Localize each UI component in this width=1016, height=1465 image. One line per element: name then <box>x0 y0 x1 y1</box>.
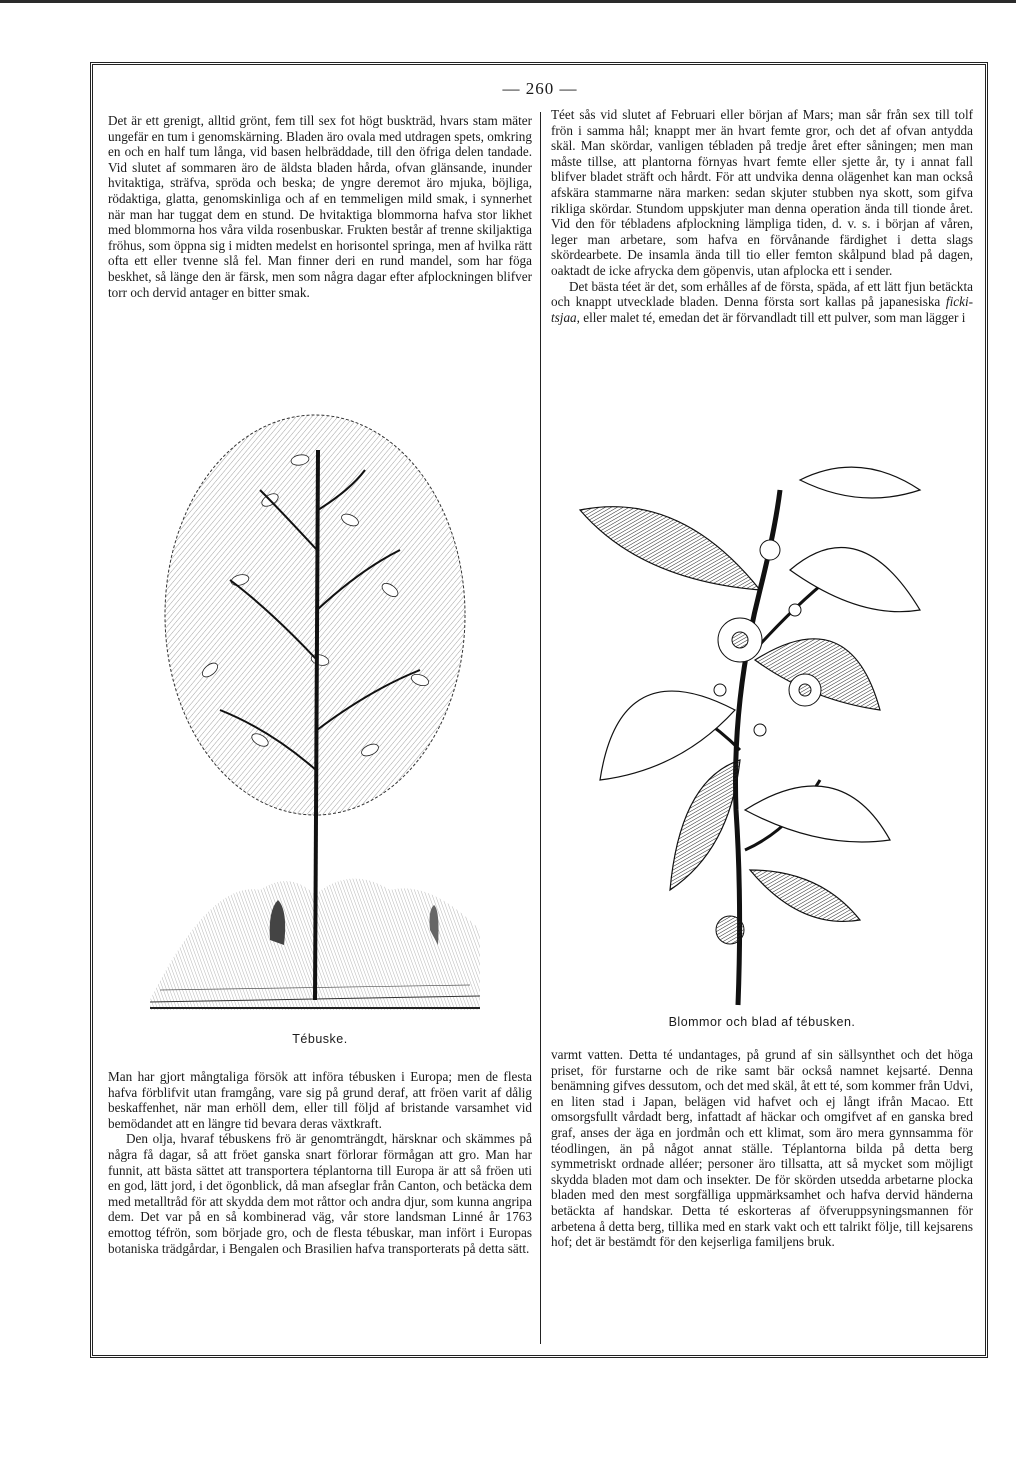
page-top-rule <box>0 0 1016 3</box>
page-number: — 260 — <box>502 79 578 98</box>
right-top-paragraph-2-end: , eller malet té, emedan det är förvandladt till ett pulver, som man lägger i <box>576 309 966 325</box>
tea-tree-caption: Tébuske. <box>292 1032 348 1046</box>
right-column-top-text <box>551 107 973 325</box>
tea-branch-engraving <box>560 450 960 1010</box>
column-divider <box>540 112 541 1344</box>
right-top-paragraph-2 <box>551 279 973 326</box>
right-top-paragraph-1: Téet sås vid slutet af Februari eller början af Mars; man sår från sex till tolf frön i samma hål; knappt mer än hvart femte gror, och det af ofvan antydda skäl. Man skördar, vanligen tébladen på tredje året efter såningen; men man måste tillse, att plantorna förnyas hvart femte eller sjette år, ty i annat fall blifver bladet sträft och hårdt. För att undvika denna olägenhet kan man också afskära stammarne nära marken: sedan skjuter stubben nya skott, som gifva rikliga skördar. Stundom uppskjuter man denna operation ända till tionde året. Vid den för tébladens afplockning lämpliga tiden, d. v. s. i början af våren, leger man arbetare, som hafva en förvånande färdighet i detta slags skördearbete. De insamla ända till tio eller femton skålpund blad på dagen, oaktadt de icke afrycka dem göpenvis, utan afplocka ett i sender. <box>551 107 973 278</box>
left-column-top-text <box>108 113 532 300</box>
left-bottom-paragraph-1: Man har gjort mångtaliga försök att införa tébusken i Europa; men de flesta hafva förblifvit utan framgång, vare sig på grund deraf, att fröen varit af dålig beskaffenhet, när man erhöll dem, eller till följd af bristande varsamhet vid bemödandet att en längre tid bevara deras växtkraft. <box>108 1069 532 1131</box>
right-column-bottom-text <box>551 1047 973 1250</box>
left-column-bottom-text <box>108 1069 532 1256</box>
left-bottom-paragraph-2: Den olja, hvaraf tébuskens frö är genomträngdt, härsknar och skämmes på några få dagar, så att fröet ganska snart förlorar förmågan att gro. Man har funnit, att bästa sättet att transportera téplantorna till Europa är att så fröen uti en god, lätt jord, i det ögonblick, då man afseglar från Canton, och betäcka dem med metalltråd för att skydda dem mot råttor och andra djur, som kunna angripa dem. Det var på en så kombinerad väg, vår store landsman Linné år 1763 emottog téfrön, som började gro, och de flesta tébuskar, man infört i Europas botaniska trädgårdar, i Bengalen och Brasilien hafva transporterats på detta sätt. <box>108 1131 532 1256</box>
right-bottom-paragraph: varmt vatten. Detta té undantages, på grund af sin sällsynthet och det höga priset, för furstarne och de rike samt bär också namnet kejsarté. Denna benämning gifves dessutom, och det med skäl, åt ett té, som kommer från Udvi, en liten stad i Japan, belägen vid hafvet och ej långt ifrån Macao. Ett omsorgsfullt vårdadt berg, infattadt af häckar och omgifvet af en ganska bred graf, anses der äga en jordmån och ett klimat, som äro mera gynnsamma för téodlingen, än på något annat ställe. Téplantorna bilda på detta berg symmetriskt ordnade alléer; personer äro tillsatta, att så mycket som möjligt skydda bladen mot dam och insekter. De för skörden utsedda arbetarne plocka bladen med den mest sorgfälliga uppmärksamhet och hafva dervid händerna betäckta af handskar. Detta té eskorteras af öfveruppsyningsmannen för arbetena å detta berg, tillika med en stark vakt och ett talrikt följe, till kejsarens hof; det är bestämdt för den kejserliga familjens bruk. <box>551 1047 973 1250</box>
tea-tree-engraving <box>150 410 480 1020</box>
left-top-paragraph: Det är ett grenigt, alltid grönt, fem till sex fot högt buskträd, hvars stam mäter ungefär en tum i genomskärning. Bladen äro ovala med utdragen spets, omkring en och en half tum långa, vid basen helbräddade, till den öfriga delen tandade. Vid slutet af sommaren äro de äldsta bladen hårda, ofvan glänsande, inunder hvitaktiga, sträfva, spröda och beska; de yngre deremot äro mjuka, böjliga, rödaktiga, glatta, genomskinliga och af en temmeligen mild smak, i synnerhet när man har tuggat dem en stund. De hvitaktiga blommorna hafva stor likhet med blommorna hos våra vilda rosenbuskar. Frukten består af trenne skiljaktiga fröhus, som öppna sig i midten medelst en horisontel springa, men af hvilka rätt ofta ett eller tvenne slå fel. Man finner deri en rund mandel, som har föga beskhet, så länge den är färsk, men som några dagar efter afplockningen blifver torr och dervid antager en bitter smak. <box>108 113 532 300</box>
tea-branch-caption: Blommor och blad af tébusken. <box>668 1015 856 1029</box>
right-top-paragraph-2-start: Det bästa téet är det, som erhålles af de första, späda, af ett lätt fjun betäckta och knappt utvecklade bladen. Denna första sort kallas på japanesiska <box>551 278 973 310</box>
japanese-term: ficki-tsjaa <box>551 294 973 325</box>
